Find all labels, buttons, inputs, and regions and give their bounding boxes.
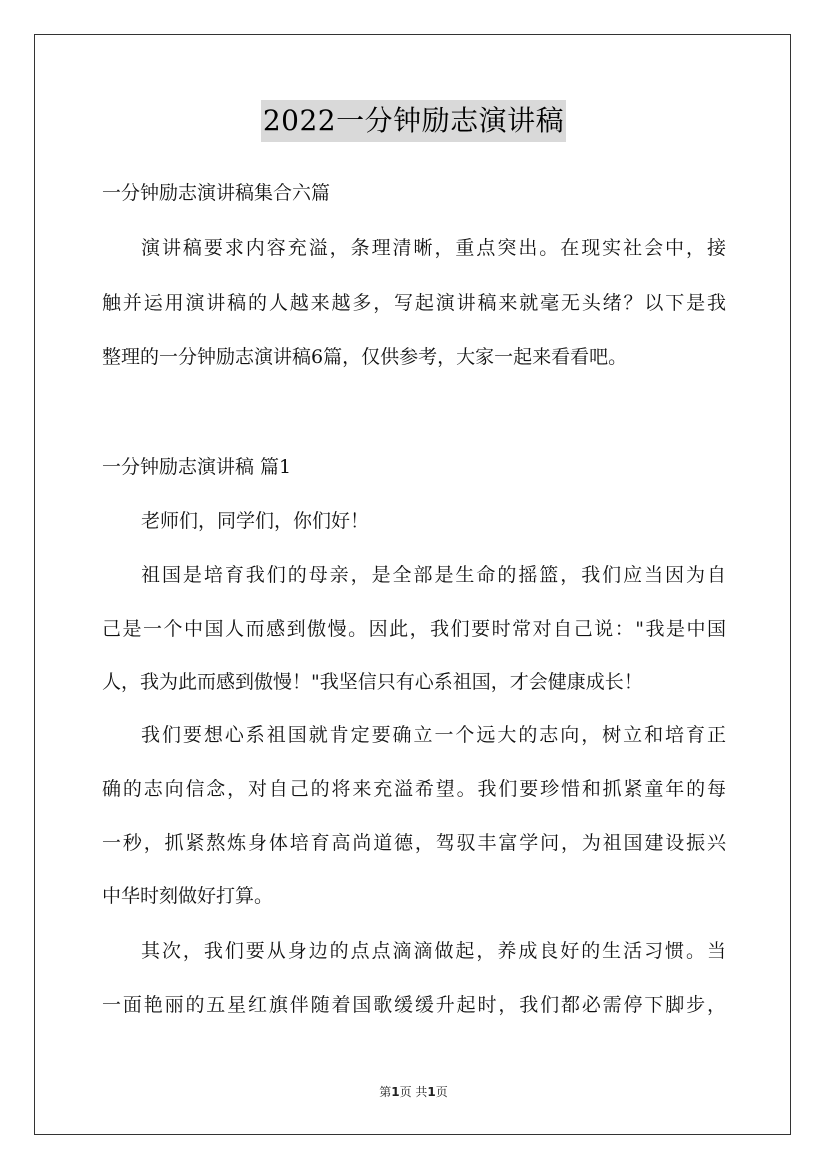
body-line-6: 确的志向信念，对自己的将来充溢希望。我们要珍惜和抓紧童年的每 <box>102 778 726 800</box>
body-line-5: 我们要想心系祖国就肯定要确立一个远大的志向，树立和培育正 <box>141 724 726 746</box>
body-line-7: 一秒，抓紧熬炼身体培育高尚道德，驾驭丰富学问，为祖国建设振兴 <box>102 832 726 854</box>
footer-page-prefix: 第 <box>379 1085 392 1099</box>
body-line-10: 一面艳丽的五星红旗伴随着国歌缓缓升起时，我们都必需停下脚步， <box>102 994 726 1016</box>
footer-page-total: 1 <box>427 1085 436 1099</box>
page-footer <box>0 1084 827 1100</box>
intro-line-3: 整理的一分钟励志演讲稿6篇，仅供参考，大家一起来看看吧。 <box>102 346 628 368</box>
footer-page-suffix: 页 <box>435 1085 448 1099</box>
footer-page-current: 1 <box>391 1085 400 1099</box>
body-line-3: 己是一个中国人而感到傲慢。因此，我们要时常对自己说："我是中国 <box>102 618 726 640</box>
intro-line-2: 触并运用演讲稿的人越来越多，写起演讲稿来就毫无头绪？以下是我 <box>102 292 726 314</box>
section-heading: 一分钟励志演讲稿 篇1 <box>102 456 292 478</box>
body-line-1: 老师们，同学们，你们好！ <box>141 510 370 532</box>
document-subtitle: 一分钟励志演讲稿集合六篇 <box>102 182 331 204</box>
body-line-8: 中华时刻做好打算。 <box>102 885 274 907</box>
footer-page-mid: 页 共 <box>399 1085 428 1099</box>
title-container <box>0 100 827 142</box>
document-title: 2022一分钟励志演讲稿 <box>261 100 566 142</box>
body-line-2: 祖国是培育我们的母亲，是全部是生命的摇篮，我们应当因为自 <box>141 564 726 586</box>
intro-line-1: 演讲稿要求内容充溢，条理清晰，重点突出。在现实社会中，接 <box>141 237 726 259</box>
body-line-9: 其次，我们要从身边的点点滴滴做起，养成良好的生活习惯。当 <box>141 940 726 962</box>
body-line-4: 人，我为此而感到傲慢！"我坚信只有心系祖国，才会健康成长！ <box>102 671 643 693</box>
